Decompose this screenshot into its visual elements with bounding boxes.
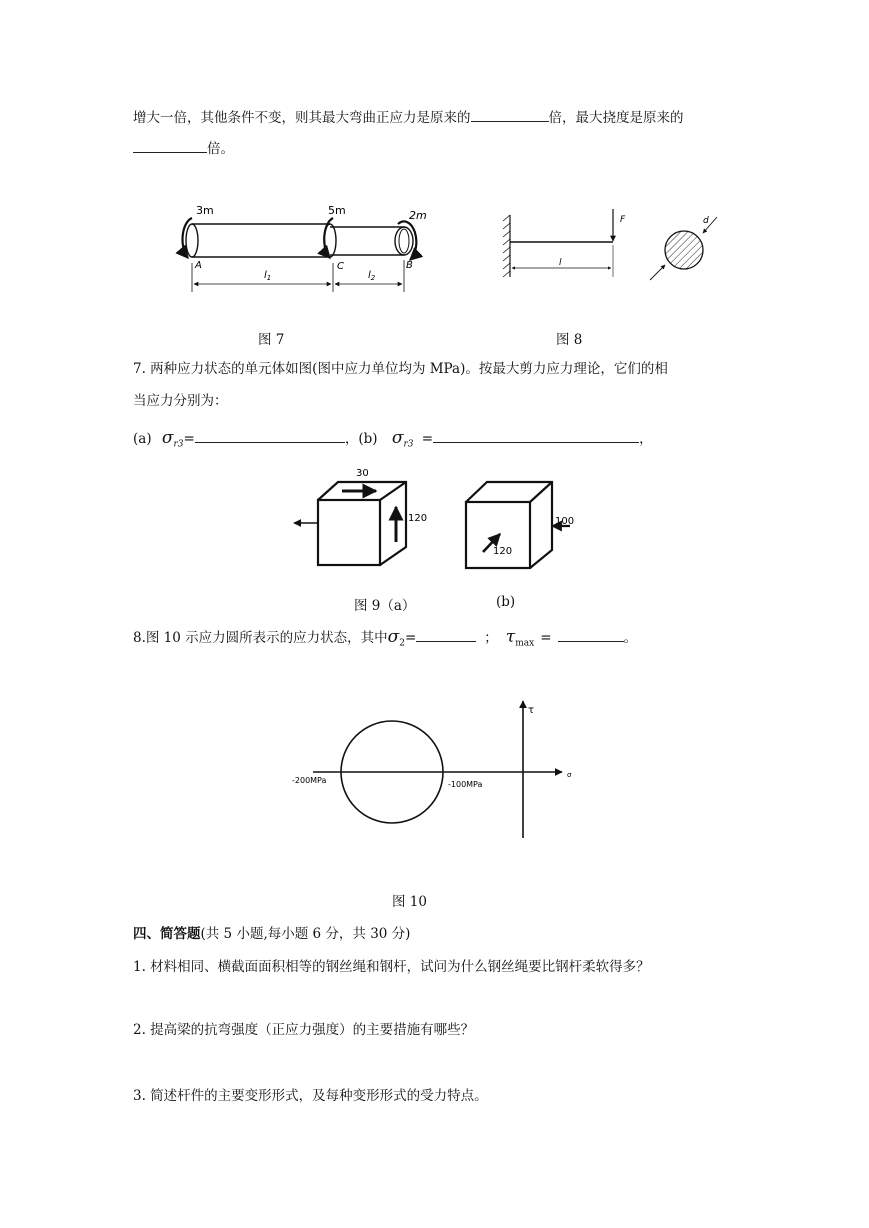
stress-a-right: 120 [408,513,428,524]
intro-end: 倍。 [207,141,234,157]
intro-text: 增大一倍，其他条件不变，则其最大弯曲正应力是原来的 [133,110,471,126]
question-4-3: 3. 简述杆件的主要变形形式，及每种变形形式的受力特点。 [133,1088,488,1104]
q7-line-1: 7. 两种应力状态的单元体如图(图中应力单位均为 MPa)。按最大剪力应力理论，它们的相 [133,361,668,377]
sigma-subscript: 2 [399,638,405,649]
stress-a-top: 30 [356,468,369,479]
equals: = [421,431,434,447]
figure-8-cantilever [495,205,735,290]
torque-label-a: 3m [196,204,214,217]
answer-blank-a[interactable] [195,428,345,443]
length-l1: $l_1$ [264,270,272,282]
torque-label-b: 2m [409,209,427,222]
sigma-symbol: σ [391,428,404,448]
q7-a-label: (a) [133,431,152,447]
figure-7-shaft [170,200,440,300]
length-l2: $l_2$ [368,270,376,282]
intro-line-1 [133,106,684,126]
tau-axis-label: τ [528,705,535,716]
q7-end: ， [639,431,653,447]
answer-blank[interactable] [133,138,207,153]
equals: = [404,630,417,646]
intro-line-2 [133,137,234,157]
answer-blank-sigma2[interactable] [416,627,476,642]
force-label: F [620,215,626,225]
q8-text: 8.图 10 示应力圆所表示的应力状态，其中 [133,630,388,646]
point-c: C [337,261,344,272]
tau-symbol: τ [505,627,516,647]
point-b: B [406,260,413,271]
right-value: -100MPa [448,780,483,789]
q8-line [133,626,637,649]
figure-8-caption: 图 8 [556,332,583,348]
point-a: A [195,260,202,271]
equals: = [540,630,552,646]
sigma-subscript: r3 [173,439,184,450]
length-label: l [559,258,562,268]
answer-blank-b[interactable] [433,428,639,443]
section-4-heading [133,922,410,942]
answer-blank-taumax[interactable] [558,627,624,642]
q8-end: 。 [623,630,637,646]
question-4-1: 1. 材料相同、横截面面积相等的钢丝绳和钢杆，试问为什么钢丝绳要比钢杆柔软得多？ [133,959,650,975]
section-note: (共 5 小题,每小题 6 分，共 30 分) [200,926,411,942]
figure-7-caption: 图 7 [258,332,285,348]
separator: ； [484,630,498,646]
figure-9b-caption: (b) [496,594,516,610]
figure-9-cubes [290,462,590,582]
sigma-symbol: σ [387,627,400,647]
stress-b-right: 100 [555,516,575,527]
q7-b-label: ，(b) [344,431,378,447]
sigma-axis-label: σ [567,771,572,779]
torque-label-c: 5m [328,204,346,217]
q7-answer-line [133,427,653,450]
figure-10-mohr-circle [280,695,590,845]
figure-10-caption: 图 10 [392,894,427,910]
q7-line-2: 当应力分别为： [133,393,228,409]
section-title: 四、简答题 [133,926,201,942]
intro-mid: 倍，最大挠度是原来的 [548,110,684,126]
question-4-2: 2. 提高梁的抗弯强度（正应力强度）的主要措施有哪些？ [133,1022,475,1038]
stress-b-diag: 120 [493,546,513,557]
answer-blank[interactable] [471,107,549,122]
diameter-label: d [703,216,709,226]
figure-9a-caption: 图 9（a） [354,598,416,614]
sigma-symbol: σ [161,428,174,448]
left-value: -200MPa [292,776,327,785]
tau-subscript: max [515,638,535,649]
equals: = [183,431,195,447]
sigma-subscript: r3 [403,439,414,450]
